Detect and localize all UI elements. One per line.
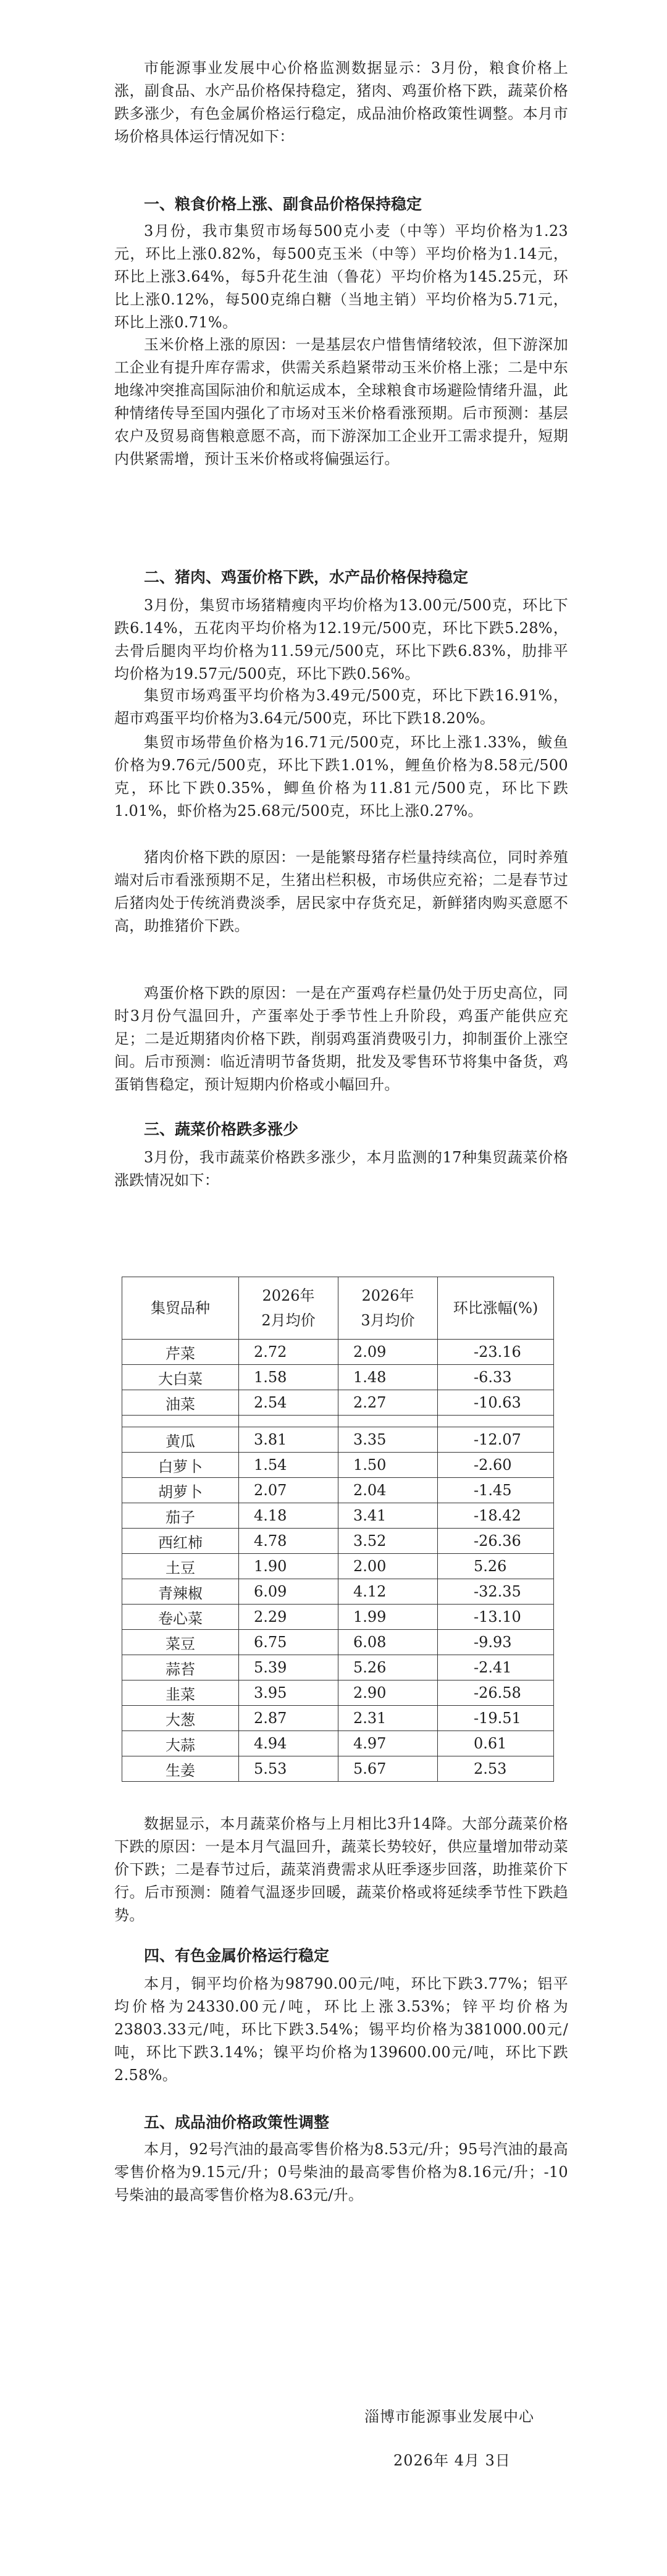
cell-feb-price: 2.29 (239, 1605, 338, 1630)
section-3-paragraph-1: 3月份，我市蔬菜价格跌多涨少，本月监测的17种集贸蔬菜价格涨跌情况如下： (114, 1149, 568, 1189)
cell-feb-price: 2.72 (239, 1340, 338, 1365)
table-gap (122, 1416, 554, 1427)
intro-paragraph: 市能源事业发展中心价格监测数据显示：3月份，粮食价格上涨，副食品、水产品价格保持稳定，猪肉、鸡蛋价格下跌，蔬菜价格跌多涨少，有色金属价格运行稳定，成品油价格政策性调整。本月市场价格具体运行情况如下： (114, 59, 568, 145)
table-row (122, 1605, 554, 1630)
cell-mar-price: 6.08 (338, 1630, 438, 1655)
table-row (122, 1365, 554, 1390)
section-3-paragraph-2: 数据显示，本月蔬菜价格与上月相比3升14降。大部分蔬菜价格下跌的原因：一是本月气温回升，蔬菜长势较好，供应量增加带动菜价下跌；二是春节过后，蔬菜消费需求从旺季逐步回落，助推菜价下行。后市预测：随着气温逐步回暖，蔬菜价格或将延续季节性下跌趋势。 (114, 1815, 568, 1924)
section-2-paragraph-2: 集贸市场鸡蛋平均价格为3.49元/500克，环比下跌16.91%，超市鸡蛋平均价格为3.64元/500克，环比下跌18.20%。 (114, 687, 568, 727)
section-2-paragraph-1: 3月份，集贸市场猪精瘦肉平均价格为13.00元/500克，环比下跌6.14%，五花肉平均价格为12.19元/500克，环比下跌5.28%，去骨后腿肉平均价格为11.59元/500克，环比下跌6.83%，肋排平均价格为19.57元/500克，环比下跌0.56%。 (114, 597, 568, 682)
table-row (122, 1503, 554, 1529)
cell-feb-price: 5.39 (239, 1655, 338, 1680)
table-row (122, 1579, 554, 1605)
cell-change: -6.33 (438, 1365, 554, 1390)
cell-change: -18.42 (438, 1503, 554, 1529)
section-5-paragraph-1: 本月，92号汽油的最高零售价格为8.53元/升；95号汽油的最高零售价格为9.15元/升；0号柴油的最高零售价格为8.16元/升；-10号柴油的最高零售价格为8.63元/升。 (114, 2141, 568, 2204)
cell-change: -19.51 (438, 1706, 554, 1731)
section-2-paragraph-4: 猪肉价格下跌的原因：一是能繁母猪存栏量持续高位，同时养殖端对后市看涨预期不足，生猪出栏积极，市场供应充裕；二是春节过后猪肉处于传统消费淡季，居民家中存货充足，新鲜猪肉购买意愿不高，助推猪价下跌。 (114, 849, 568, 934)
cell-variety: 青辣椒 (122, 1579, 239, 1605)
section-5-heading: 五、成品油价格政策性调整 (144, 2113, 330, 2131)
cell-change: -26.36 (438, 1529, 554, 1554)
cell-mar-price: 2.90 (338, 1680, 438, 1706)
section-2-heading: 二、猪肉、鸡蛋价格下跌，水产品价格保持稳定 (144, 568, 469, 586)
table-row (122, 1390, 554, 1416)
cell-variety: 油菜 (122, 1390, 239, 1416)
cell-change: 5.26 (438, 1554, 554, 1579)
cell-variety: 卷心菜 (122, 1605, 239, 1630)
cell-change: -32.35 (438, 1579, 554, 1605)
cell-feb-price: 3.95 (239, 1680, 338, 1706)
table-row (122, 1756, 554, 1782)
cell-mar-price: 2.27 (338, 1390, 438, 1416)
cell-change: 0.61 (438, 1731, 554, 1756)
header-mar: 2026年 3月均价 (338, 1277, 438, 1340)
cell-feb-price: 4.18 (239, 1503, 338, 1529)
table-header-row (122, 1277, 554, 1340)
cell-mar-price: 3.35 (338, 1427, 438, 1453)
cell-change: -23.16 (438, 1340, 554, 1365)
cell-variety: 黄瓜 (122, 1427, 239, 1453)
section-3-heading: 三、蔬菜价格跌多涨少 (144, 1120, 299, 1138)
table-row (122, 1453, 554, 1478)
cell-variety: 蒜苔 (122, 1655, 239, 1680)
cell-variety: 大葱 (122, 1706, 239, 1731)
cell-feb-price: 4.78 (239, 1529, 338, 1554)
cell-mar-price: 5.26 (338, 1655, 438, 1680)
table-body-other (122, 1427, 554, 1782)
cell-feb-price: 1.58 (239, 1365, 338, 1390)
cell-mar-price: 4.97 (338, 1731, 438, 1756)
section-1-paragraph-2: 玉米价格上涨的原因：一是基层农户惜售情绪较浓，但下游深加工企业有提升库存需求，供需关系趋紧带动玉米价格上涨；二是中东地缘冲突推高国际油价和航运成本，全球粮食市场避险情绪升温，此种情绪传导至国内强化了市场对玉米价格看涨预期。后市预测：基层农户及贸易商售粮意愿不高，而下游深加工企业开工需求提升，短期内供紧需增，预计玉米价格或将偏强运行。 (114, 336, 568, 468)
cell-mar-price: 5.67 (338, 1756, 438, 1782)
cell-variety: 土豆 (122, 1554, 239, 1579)
header-change: 环比涨幅(%) (438, 1277, 554, 1340)
cell-feb-price: 5.53 (239, 1756, 338, 1782)
cell-mar-price: 1.50 (338, 1453, 438, 1478)
section-1-heading: 一、粮食价格上涨、副食品价格保持稳定 (144, 195, 422, 213)
table-row (122, 1706, 554, 1731)
section-1-paragraph-1: 3月份，我市集贸市场每500克小麦（中等）平均价格为1.23元，环比上涨0.82%，每500克玉米（中等）平均价格为1.14元，环比上涨3.64%，每5升花生油（鲁花）平均价格为145.25元，环比上涨0.12%，每500克绵白糖（当地主销）平均价格为5.71元，环比上涨0.71%。 (114, 222, 568, 331)
vegetable-price-table (122, 1277, 554, 1782)
table-gap-row (122, 1416, 554, 1427)
cell-feb-price: 6.09 (239, 1579, 338, 1605)
cell-change: 2.53 (438, 1756, 554, 1782)
cell-variety: 大白菜 (122, 1365, 239, 1390)
cell-mar-price: 2.09 (338, 1340, 438, 1365)
table-row (122, 1630, 554, 1655)
cell-feb-price: 2.54 (239, 1390, 338, 1416)
section-4-paragraph-1: 本月，铜平均价格为98790.00元/吨，环比下跌3.77%；铝平均价格为24330.00元/吨，环比上涨3.53%；锌平均价格为23803.33元/吨，环比下跌3.54%；锡平均价格为381000.00元/吨，环比下跌3.14%；镍平均价格为139600.00元/吨，环比下跌2.58%。 (114, 1975, 568, 2084)
cell-mar-price: 2.04 (338, 1478, 438, 1503)
signature-organization: 淄博市能源事业发展中心 (364, 2408, 534, 2425)
section-2-paragraph-5: 鸡蛋价格下跌的原因：一是在产蛋鸡存栏量仍处于历史高位，同时3月份气温回升，产蛋率处于季节性上升阶段，鸡蛋产能供应充足；二是近期猪肉价格下跌，削弱鸡蛋消费吸引力，抑制蛋价上涨空间。后市预测：临近清明节备货期，批发及零售环节将集中备货，鸡蛋销售稳定，预计短期内价格或小幅回升。 (114, 984, 568, 1093)
table-row (122, 1529, 554, 1554)
cell-change: -12.07 (438, 1427, 554, 1453)
table-row (122, 1655, 554, 1680)
cell-variety: 芹菜 (122, 1340, 239, 1365)
cell-variety: 白萝卜 (122, 1453, 239, 1478)
cell-feb-price: 1.90 (239, 1554, 338, 1579)
cell-mar-price: 2.31 (338, 1706, 438, 1731)
table-row (122, 1554, 554, 1579)
table-row (122, 1731, 554, 1756)
cell-change: -1.45 (438, 1478, 554, 1503)
header-variety: 集贸品种 (122, 1277, 239, 1340)
cell-change: -9.93 (438, 1630, 554, 1655)
cell-change: -2.41 (438, 1655, 554, 1680)
table-body-leafy (122, 1340, 554, 1416)
cell-variety: 茄子 (122, 1503, 239, 1529)
cell-variety: 韭菜 (122, 1680, 239, 1706)
cell-variety: 胡萝卜 (122, 1478, 239, 1503)
cell-mar-price: 3.41 (338, 1503, 438, 1529)
cell-variety: 西红柿 (122, 1529, 239, 1554)
cell-variety: 菜豆 (122, 1630, 239, 1655)
table-row (122, 1340, 554, 1365)
cell-mar-price: 1.99 (338, 1605, 438, 1630)
cell-variety: 大蒜 (122, 1731, 239, 1756)
header-feb: 2026年 2月均价 (239, 1277, 338, 1340)
cell-mar-price: 4.12 (338, 1579, 438, 1605)
cell-feb-price: 4.94 (239, 1731, 338, 1756)
cell-change: -2.60 (438, 1453, 554, 1478)
section-4-heading: 四、有色金属价格运行稳定 (144, 1947, 330, 1965)
cell-variety: 生姜 (122, 1756, 239, 1782)
table-row (122, 1427, 554, 1453)
table-row (122, 1680, 554, 1706)
cell-change: -26.58 (438, 1680, 554, 1706)
cell-feb-price: 2.07 (239, 1478, 338, 1503)
cell-feb-price: 3.81 (239, 1427, 338, 1453)
cell-feb-price: 6.75 (239, 1630, 338, 1655)
signature-date: 2026年 4月 3日 (393, 2452, 511, 2469)
cell-feb-price: 1.54 (239, 1453, 338, 1478)
section-2-paragraph-3: 集贸市场带鱼价格为16.71元/500克，环比上涨1.33%，鲅鱼价格为9.76元/500克，环比下跌1.01%，鲤鱼价格为8.58元/500克，环比下跌0.35%，鲫鱼价格为11.81元/500克，环比下跌1.01%，虾价格为25.68元/500克，环比上涨0.27%。 (114, 734, 568, 820)
cell-change: -13.10 (438, 1605, 554, 1630)
cell-mar-price: 3.52 (338, 1529, 438, 1554)
cell-mar-price: 2.00 (338, 1554, 438, 1579)
cell-change: -10.63 (438, 1390, 554, 1416)
table-row (122, 1478, 554, 1503)
cell-feb-price: 2.87 (239, 1706, 338, 1731)
cell-mar-price: 1.48 (338, 1365, 438, 1390)
